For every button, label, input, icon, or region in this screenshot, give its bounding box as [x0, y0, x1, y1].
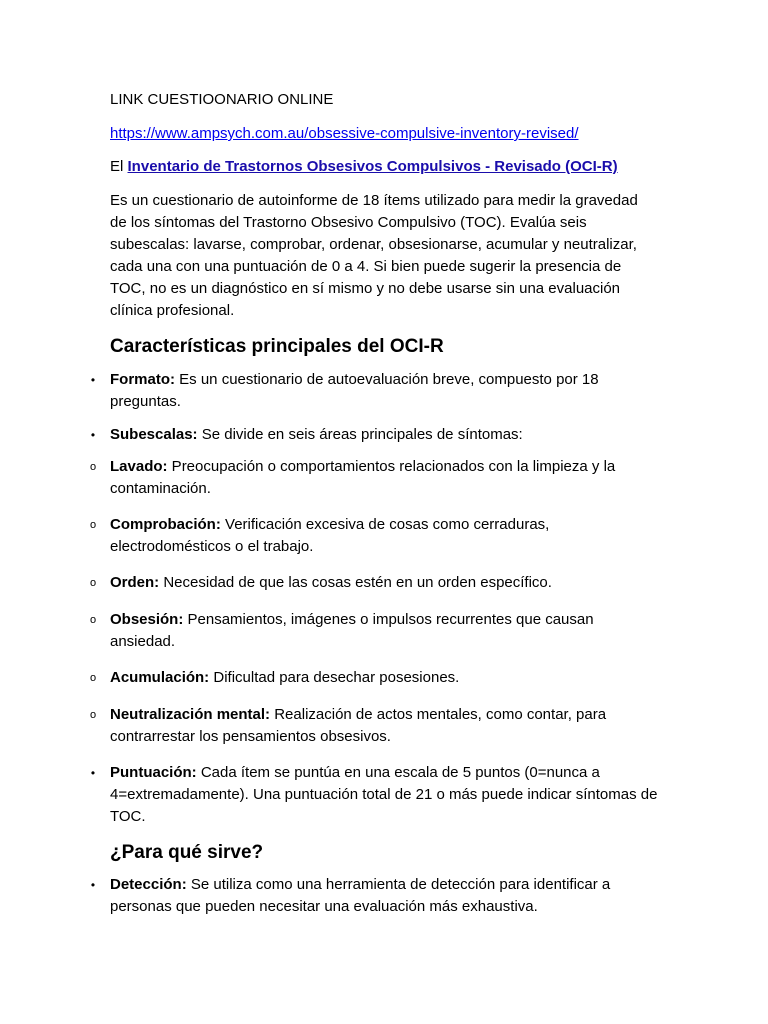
list-item — [89, 514, 658, 558]
bullet-icon: • — [90, 766, 96, 780]
bullet-icon: • — [90, 428, 96, 442]
section-heading-purpose: ¿Para qué sirve? — [110, 842, 264, 863]
circle-bullet-icon: o — [89, 461, 97, 473]
oci-r-link[interactable]: Inventario de Trastornos Obsesivos Compulsivos - Revisado (OCI-R) — [127, 158, 618, 175]
item-term: Detección: — [110, 876, 187, 893]
item-text: Dificultad para desechar posesiones. — [209, 669, 460, 686]
item-term: Neutralización mental: — [110, 706, 271, 723]
circle-bullet-icon: o — [89, 672, 97, 684]
list-item — [89, 704, 658, 748]
list-item — [89, 609, 658, 653]
item-text: Cada ítem se puntúa en una escala de 5 puntos (0=nunca a 4=extremadamente). Una puntuación total de 21 o más puede indicar síntomas de TOC. — [110, 764, 658, 825]
url-paragraph — [110, 123, 658, 145]
circle-bullet-icon: o — [89, 577, 97, 589]
intro-prefix: El — [110, 158, 128, 175]
circle-bullet-icon: o — [89, 709, 97, 721]
item-text: Preocupación o comportamientos relacionados con la limpieza y la contaminación. — [110, 458, 616, 497]
circle-bullet-icon: o — [89, 614, 97, 626]
list-item — [89, 667, 658, 689]
item-term: Orden: — [110, 574, 160, 591]
circle-bullet-icon: o — [89, 519, 97, 531]
intro-paragraph — [110, 156, 658, 178]
bullet-icon: • — [90, 373, 96, 387]
item-term: Puntuación: — [110, 764, 197, 781]
item-text: Realización de actos mentales, como contar, para contrarrestar los pensamientos obsesivos. — [110, 706, 607, 745]
item-term: Formato: — [110, 371, 175, 388]
list-item — [90, 874, 658, 918]
list-item — [90, 369, 658, 413]
item-term: Comprobación: — [110, 516, 221, 533]
item-text: Se utiliza como una herramienta de detección para identificar a personas que pueden necesitar una evaluación más exhaustiva. — [110, 876, 611, 915]
item-term: Subescalas: — [110, 426, 198, 443]
description-paragraph: Es un cuestionario de autoinforme de 18 ítems utilizado para medir la gravedad de los síntomas del Trastorno Obsesivo Compulsivo (TOC). Evalúa seis subescalas: lavarse, comprobar, ordenar, obsesionarse, acumular y neutralizar, cada una con una puntuación de 0 a 4. Si bien puede sugerir la presencia de TOC, no es un diagnóstico en sí mismo y no debe usarse sin una evaluación clínica profesional. — [110, 192, 638, 319]
item-text: Pensamientos, imágenes o impulsos recurrentes que causan ansiedad. — [110, 611, 594, 650]
link-title: LINK CUESTIOONARIO ONLINE — [110, 91, 334, 108]
item-text: Se divide en seis áreas principales de síntomas: — [197, 426, 523, 443]
bullet-icon: • — [90, 878, 96, 892]
item-term: Acumulación: — [110, 669, 210, 686]
item-term: Obsesión: — [110, 611, 184, 628]
questionnaire-url-link[interactable]: https://www.ampsych.com.au/obsessive-compulsive-inventory-revised/ — [110, 125, 579, 142]
item-text: Necesidad de que las cosas estén en un orden específico. — [159, 574, 552, 591]
item-term: Lavado: — [110, 458, 168, 475]
item-text: Es un cuestionario de autoevaluación breve, compuesto por 18 preguntas. — [110, 371, 599, 410]
list-item — [90, 762, 658, 828]
section-heading-characteristics: Características principales del OCI-R — [110, 336, 444, 357]
list-item — [89, 572, 658, 594]
item-text: Verificación excesiva de cosas como cerraduras, electrodomésticos o el trabajo. — [110, 516, 550, 555]
list-item — [89, 456, 658, 500]
list-item — [90, 424, 658, 446]
